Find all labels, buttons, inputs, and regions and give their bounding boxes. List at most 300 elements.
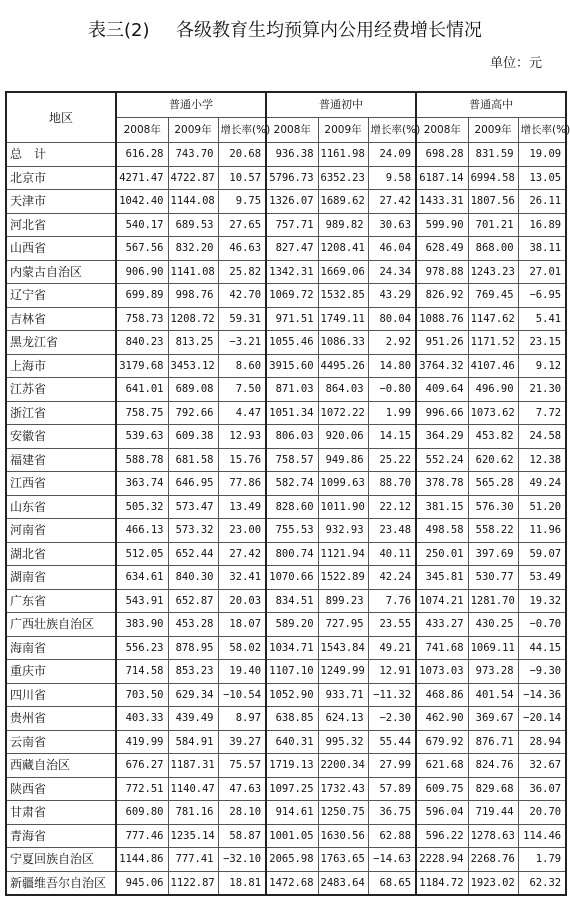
value-cell: 628.49 — [416, 237, 468, 261]
value-cell: 589.20 — [266, 613, 318, 637]
value-cell: −14.36 — [518, 683, 566, 707]
table-row — [6, 213, 566, 237]
value-cell: 369.67 — [468, 707, 518, 731]
value-cell: 588.78 — [116, 448, 168, 472]
value-cell: 828.60 — [266, 495, 318, 519]
value-cell: 676.27 — [116, 754, 168, 778]
value-cell: 15.76 — [218, 448, 266, 472]
value-cell: 1147.62 — [468, 307, 518, 331]
value-cell: 596.04 — [416, 801, 468, 825]
region-cell: 宁夏回族自治区 — [6, 848, 116, 872]
value-cell: 466.13 — [116, 519, 168, 543]
value-cell: 27.99 — [368, 754, 416, 778]
value-cell: 824.76 — [468, 754, 518, 778]
value-cell: 781.16 — [168, 801, 218, 825]
table-row — [6, 378, 566, 402]
value-cell: 1281.70 — [468, 589, 518, 613]
value-cell: 13.49 — [218, 495, 266, 519]
value-cell: 8.60 — [218, 354, 266, 378]
value-cell: 543.91 — [116, 589, 168, 613]
region-cell: 湖北省 — [6, 542, 116, 566]
value-cell: 49.21 — [368, 636, 416, 660]
value-cell: 1532.85 — [318, 284, 368, 308]
value-cell: −32.10 — [218, 848, 266, 872]
value-cell: 7.50 — [218, 378, 266, 402]
header-group-primary: 普通小学 — [116, 92, 266, 118]
data-table — [5, 91, 570, 896]
value-cell: 1250.75 — [318, 801, 368, 825]
value-cell: 1243.23 — [468, 260, 518, 284]
header-region: 地区 — [6, 92, 116, 143]
value-cell: 2.92 — [368, 331, 416, 355]
value-cell: 496.90 — [468, 378, 518, 402]
value-cell: 19.40 — [218, 660, 266, 684]
value-cell: 698.28 — [416, 143, 468, 167]
region-cell: 甘肃省 — [6, 801, 116, 825]
value-cell: 59.31 — [218, 307, 266, 331]
region-cell: 青海省 — [6, 824, 116, 848]
value-cell: 609.80 — [116, 801, 168, 825]
value-cell: −2.30 — [368, 707, 416, 731]
value-cell: 620.62 — [468, 448, 518, 472]
value-cell: 25.82 — [218, 260, 266, 284]
value-cell: 453.82 — [468, 425, 518, 449]
value-cell: 1763.65 — [318, 848, 368, 872]
region-cell: 北京市 — [6, 166, 116, 190]
value-cell: 832.20 — [168, 237, 218, 261]
table-row — [6, 824, 566, 848]
value-cell: 641.01 — [116, 378, 168, 402]
value-cell: 32.41 — [218, 566, 266, 590]
value-cell: 871.03 — [266, 378, 318, 402]
header-subcol: 2009年 — [318, 118, 368, 143]
table-row — [6, 166, 566, 190]
value-cell: 878.95 — [168, 636, 218, 660]
value-cell: 1107.10 — [266, 660, 318, 684]
region-cell: 河南省 — [6, 519, 116, 543]
value-cell: 556.23 — [116, 636, 168, 660]
value-cell: 42.70 — [218, 284, 266, 308]
value-cell: 23.00 — [218, 519, 266, 543]
region-cell: 山西省 — [6, 237, 116, 261]
value-cell: 777.41 — [168, 848, 218, 872]
value-cell: −9.30 — [518, 660, 566, 684]
value-cell: 899.23 — [318, 589, 368, 613]
value-cell: 1342.31 — [266, 260, 318, 284]
value-cell: 1121.94 — [318, 542, 368, 566]
header-subcol: 2009年 — [468, 118, 518, 143]
value-cell: 28.94 — [518, 730, 566, 754]
value-cell: 433.27 — [416, 613, 468, 637]
value-cell: 47.63 — [218, 777, 266, 801]
value-cell: 468.86 — [416, 683, 468, 707]
value-cell: 1069.11 — [468, 636, 518, 660]
table-title — [0, 14, 550, 48]
value-cell: 1141.08 — [168, 260, 218, 284]
value-cell: 552.24 — [416, 448, 468, 472]
value-cell: 8.97 — [218, 707, 266, 731]
value-cell: 4.47 — [218, 401, 266, 425]
value-cell: 758.75 — [116, 401, 168, 425]
header-subcol: 2008年 — [416, 118, 468, 143]
table-row — [6, 354, 566, 378]
region-cell: 吉林省 — [6, 307, 116, 331]
value-cell: 68.65 — [368, 871, 416, 895]
value-cell: 1689.62 — [318, 190, 368, 214]
value-cell: 1732.43 — [318, 777, 368, 801]
value-cell: 345.81 — [416, 566, 468, 590]
value-cell: 55.44 — [368, 730, 416, 754]
header-subcol: 2009年 — [168, 118, 218, 143]
value-cell: 6352.23 — [318, 166, 368, 190]
value-cell: 1001.05 — [266, 824, 318, 848]
value-cell: 868.00 — [468, 237, 518, 261]
value-cell: 558.22 — [468, 519, 518, 543]
value-cell: 616.28 — [116, 143, 168, 167]
value-cell: 1208.72 — [168, 307, 218, 331]
value-cell: 6994.58 — [468, 166, 518, 190]
table-row — [6, 472, 566, 496]
table-row — [6, 448, 566, 472]
table-number: 表三(2) — [88, 20, 150, 41]
value-cell: 44.15 — [518, 636, 566, 660]
value-cell: 1086.33 — [318, 331, 368, 355]
value-cell: 777.46 — [116, 824, 168, 848]
value-cell: 1472.68 — [266, 871, 318, 895]
value-cell: 1073.62 — [468, 401, 518, 425]
value-cell: 609.38 — [168, 425, 218, 449]
value-cell: 5796.73 — [266, 166, 318, 190]
value-cell: 5.41 — [518, 307, 566, 331]
value-cell: 978.88 — [416, 260, 468, 284]
value-cell: 439.49 — [168, 707, 218, 731]
value-cell: 906.90 — [116, 260, 168, 284]
value-cell: 3453.12 — [168, 354, 218, 378]
value-cell: 772.51 — [116, 777, 168, 801]
value-cell: 49.24 — [518, 472, 566, 496]
table-row — [6, 589, 566, 613]
value-cell: 973.28 — [468, 660, 518, 684]
value-cell: 757.71 — [266, 213, 318, 237]
value-cell: 826.92 — [416, 284, 468, 308]
value-cell: 573.47 — [168, 495, 218, 519]
table-row — [6, 307, 566, 331]
region-cell: 海南省 — [6, 636, 116, 660]
value-cell: 565.28 — [468, 472, 518, 496]
table-row — [6, 848, 566, 872]
value-cell: 951.26 — [416, 331, 468, 355]
region-cell: 天津市 — [6, 190, 116, 214]
value-cell: 699.89 — [116, 284, 168, 308]
table-row — [6, 495, 566, 519]
value-cell: 1161.98 — [318, 143, 368, 167]
value-cell: 58.02 — [218, 636, 266, 660]
header-subcol: 增长率(%) — [518, 118, 566, 143]
value-cell: 599.90 — [416, 213, 468, 237]
value-cell: 462.90 — [416, 707, 468, 731]
region-cell: 广东省 — [6, 589, 116, 613]
value-cell: 505.32 — [116, 495, 168, 519]
value-cell: 864.03 — [318, 378, 368, 402]
value-cell: −0.70 — [518, 613, 566, 637]
value-cell: −11.32 — [368, 683, 416, 707]
table-row — [6, 190, 566, 214]
table-row — [6, 519, 566, 543]
region-cell: 江苏省 — [6, 378, 116, 402]
value-cell: 1042.40 — [116, 190, 168, 214]
value-cell: 1187.31 — [168, 754, 218, 778]
value-cell: 540.17 — [116, 213, 168, 237]
value-cell: 80.04 — [368, 307, 416, 331]
value-cell: 640.31 — [266, 730, 318, 754]
value-cell: 1052.90 — [266, 683, 318, 707]
value-cell: 397.69 — [468, 542, 518, 566]
value-cell: 1543.84 — [318, 636, 368, 660]
value-cell: 18.07 — [218, 613, 266, 637]
value-cell: 4722.87 — [168, 166, 218, 190]
value-cell: 932.93 — [318, 519, 368, 543]
value-cell: 25.22 — [368, 448, 416, 472]
region-cell: 黑龙江省 — [6, 331, 116, 355]
value-cell: 1074.21 — [416, 589, 468, 613]
value-cell: 27.42 — [218, 542, 266, 566]
region-cell: 贵州省 — [6, 707, 116, 731]
value-cell: 576.30 — [468, 495, 518, 519]
value-cell: 3915.60 — [266, 354, 318, 378]
value-cell: 512.05 — [116, 542, 168, 566]
value-cell: 719.44 — [468, 801, 518, 825]
value-cell: 36.07 — [518, 777, 566, 801]
value-cell: 689.53 — [168, 213, 218, 237]
value-cell: 59.07 — [518, 542, 566, 566]
value-cell: −0.80 — [368, 378, 416, 402]
value-cell: 582.74 — [266, 472, 318, 496]
value-cell: 652.87 — [168, 589, 218, 613]
region-cell: 辽宁省 — [6, 284, 116, 308]
value-cell: 679.92 — [416, 730, 468, 754]
region-cell: 云南省 — [6, 730, 116, 754]
value-cell: 741.68 — [416, 636, 468, 660]
value-cell: 2065.98 — [266, 848, 318, 872]
value-cell: 1122.87 — [168, 871, 218, 895]
value-cell: 1326.07 — [266, 190, 318, 214]
value-cell: 792.66 — [168, 401, 218, 425]
region-cell: 湖南省 — [6, 566, 116, 590]
value-cell: 621.68 — [416, 754, 468, 778]
value-cell: 36.75 — [368, 801, 416, 825]
value-cell: 971.51 — [266, 307, 318, 331]
value-cell: 584.91 — [168, 730, 218, 754]
value-cell: 827.47 — [266, 237, 318, 261]
value-cell: 24.58 — [518, 425, 566, 449]
value-cell: 16.89 — [518, 213, 566, 237]
value-cell: 13.05 — [518, 166, 566, 190]
value-cell: 530.77 — [468, 566, 518, 590]
value-cell: 800.74 — [266, 542, 318, 566]
region-cell: 安徽省 — [6, 425, 116, 449]
value-cell: 634.61 — [116, 566, 168, 590]
value-cell: 430.25 — [468, 613, 518, 637]
value-cell: 769.45 — [468, 284, 518, 308]
value-cell: 1055.46 — [266, 331, 318, 355]
value-cell: 39.27 — [218, 730, 266, 754]
value-cell: 20.68 — [218, 143, 266, 167]
value-cell: 62.32 — [518, 871, 566, 895]
value-cell: 58.87 — [218, 824, 266, 848]
table-row — [6, 425, 566, 449]
value-cell: 24.34 — [368, 260, 416, 284]
value-cell: 9.75 — [218, 190, 266, 214]
value-cell: 20.70 — [518, 801, 566, 825]
header-subcol: 2008年 — [116, 118, 168, 143]
value-cell: 9.58 — [368, 166, 416, 190]
value-cell: 840.30 — [168, 566, 218, 590]
value-cell: 2268.76 — [468, 848, 518, 872]
value-cell: 646.95 — [168, 472, 218, 496]
value-cell: 701.21 — [468, 213, 518, 237]
value-cell: 567.56 — [116, 237, 168, 261]
value-cell: 14.80 — [368, 354, 416, 378]
value-cell: 4271.47 — [116, 166, 168, 190]
value-cell: 2228.94 — [416, 848, 468, 872]
value-cell: 19.09 — [518, 143, 566, 167]
value-cell: 114.46 — [518, 824, 566, 848]
value-cell: 995.32 — [318, 730, 368, 754]
value-cell: 14.15 — [368, 425, 416, 449]
value-cell: 596.22 — [416, 824, 468, 848]
value-cell: 7.72 — [518, 401, 566, 425]
value-cell: −3.21 — [218, 331, 266, 355]
value-cell: 364.29 — [416, 425, 468, 449]
header-group-junior: 普通初中 — [266, 92, 416, 118]
table-body — [6, 143, 566, 896]
value-cell: 1630.56 — [318, 824, 368, 848]
table-row — [6, 331, 566, 355]
value-cell: 381.15 — [416, 495, 468, 519]
value-cell: 1034.71 — [266, 636, 318, 660]
header-subcol: 增长率(%) — [368, 118, 416, 143]
value-cell: 1807.56 — [468, 190, 518, 214]
value-cell: 77.86 — [218, 472, 266, 496]
table-row — [6, 683, 566, 707]
value-cell: 638.85 — [266, 707, 318, 731]
value-cell: 945.06 — [116, 871, 168, 895]
table-row — [6, 707, 566, 731]
value-cell: 829.68 — [468, 777, 518, 801]
value-cell: 9.12 — [518, 354, 566, 378]
value-cell: 27.42 — [368, 190, 416, 214]
header-subcol: 2008年 — [266, 118, 318, 143]
value-cell: 40.11 — [368, 542, 416, 566]
region-cell: 江西省 — [6, 472, 116, 496]
value-cell: 1749.11 — [318, 307, 368, 331]
value-cell: 758.73 — [116, 307, 168, 331]
value-cell: 840.23 — [116, 331, 168, 355]
value-cell: 1719.13 — [266, 754, 318, 778]
value-cell: 1070.66 — [266, 566, 318, 590]
value-cell: 18.81 — [218, 871, 266, 895]
value-cell: 22.12 — [368, 495, 416, 519]
value-cell: 51.20 — [518, 495, 566, 519]
value-cell: 920.06 — [318, 425, 368, 449]
value-cell: 806.03 — [266, 425, 318, 449]
value-cell: 714.58 — [116, 660, 168, 684]
table-row — [6, 777, 566, 801]
value-cell: 1.79 — [518, 848, 566, 872]
value-cell: 23.55 — [368, 613, 416, 637]
value-cell: 3764.32 — [416, 354, 468, 378]
value-cell: 42.24 — [368, 566, 416, 590]
value-cell: 3179.68 — [116, 354, 168, 378]
table-row — [6, 284, 566, 308]
value-cell: 629.34 — [168, 683, 218, 707]
value-cell: 28.10 — [218, 801, 266, 825]
value-cell: 363.74 — [116, 472, 168, 496]
value-cell: 1069.72 — [266, 284, 318, 308]
value-cell: 57.89 — [368, 777, 416, 801]
region-cell: 西藏自治区 — [6, 754, 116, 778]
region-cell: 山东省 — [6, 495, 116, 519]
value-cell: 1144.08 — [168, 190, 218, 214]
value-cell: 1171.52 — [468, 331, 518, 355]
value-cell: 755.53 — [266, 519, 318, 543]
table-title-text: 各级教育生均预算内公用经费增长情况 — [176, 20, 482, 41]
value-cell: 1144.86 — [116, 848, 168, 872]
value-cell: 453.28 — [168, 613, 218, 637]
value-cell: 1011.90 — [318, 495, 368, 519]
table-row — [6, 801, 566, 825]
value-cell: 853.23 — [168, 660, 218, 684]
region-cell: 总 计 — [6, 143, 116, 167]
value-cell: 409.64 — [416, 378, 468, 402]
value-cell: 27.65 — [218, 213, 266, 237]
value-cell: 1923.02 — [468, 871, 518, 895]
value-cell: 1208.41 — [318, 237, 368, 261]
value-cell: 1184.72 — [416, 871, 468, 895]
table-row — [6, 566, 566, 590]
value-cell: 11.96 — [518, 519, 566, 543]
value-cell: 23.15 — [518, 331, 566, 355]
value-cell: 12.93 — [218, 425, 266, 449]
value-cell: 383.90 — [116, 613, 168, 637]
value-cell: 681.58 — [168, 448, 218, 472]
value-cell: 21.30 — [518, 378, 566, 402]
value-cell: 1073.03 — [416, 660, 468, 684]
value-cell: 24.09 — [368, 143, 416, 167]
value-cell: 32.67 — [518, 754, 566, 778]
value-cell: 2483.64 — [318, 871, 368, 895]
table-row — [6, 613, 566, 637]
value-cell: 401.54 — [468, 683, 518, 707]
value-cell: 2200.34 — [318, 754, 368, 778]
region-cell: 广西壮族自治区 — [6, 613, 116, 637]
value-cell: 1072.22 — [318, 401, 368, 425]
value-cell: 914.61 — [266, 801, 318, 825]
region-cell: 内蒙古自治区 — [6, 260, 116, 284]
value-cell: 989.82 — [318, 213, 368, 237]
value-cell: 998.76 — [168, 284, 218, 308]
value-cell: 1433.31 — [416, 190, 468, 214]
table-row — [6, 730, 566, 754]
value-cell: 26.11 — [518, 190, 566, 214]
table-row — [6, 754, 566, 778]
value-cell: 12.91 — [368, 660, 416, 684]
region-cell: 浙江省 — [6, 401, 116, 425]
value-cell: 4495.26 — [318, 354, 368, 378]
region-cell: 河北省 — [6, 213, 116, 237]
value-cell: 27.01 — [518, 260, 566, 284]
value-cell: 876.71 — [468, 730, 518, 754]
